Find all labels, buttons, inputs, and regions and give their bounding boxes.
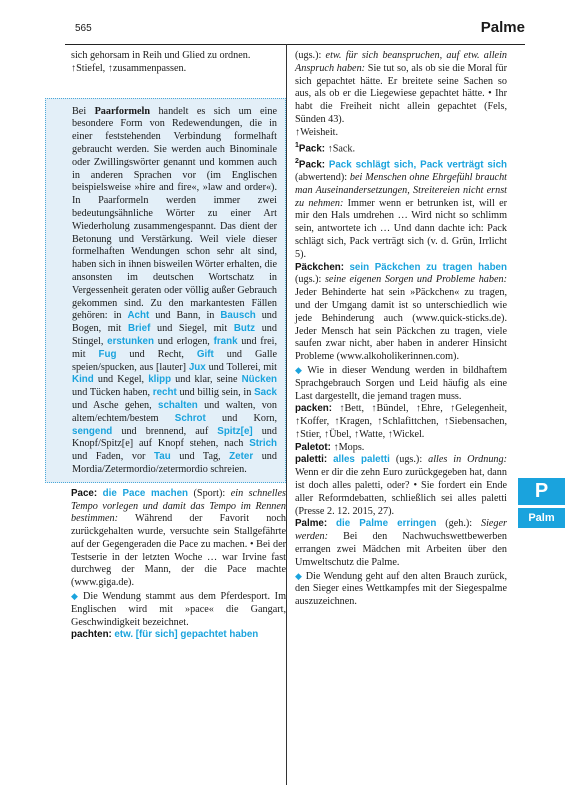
cross-reference: ↑Sack. — [325, 142, 356, 154]
note-text: Die Wendung geht auf den alten Brauch zurück, den Sieger eines Wettkampfes mit der Siegespalme auszuzeichnen. — [295, 570, 507, 608]
box-text: und Asche gehen, — [72, 399, 159, 411]
box-text: und Bogen, mit — [72, 310, 277, 335]
definition: etw. für sich beanspruchen, auf etw. allein Anspruch haben: — [295, 50, 507, 74]
box-text: und billig sein, in — [176, 387, 255, 399]
note-text: Wie in dieser Wendung werden in bildhaftem Sprachgebrauch Sorgen und Leid häufig als eine Last dargestellt, die jemand tragen muss. — [295, 364, 508, 402]
entry-pachten-continued — [295, 50, 507, 127]
page-number: 565 — [75, 23, 92, 34]
usage-label: (ugs.): — [295, 274, 325, 286]
headword: Pace: — [71, 487, 98, 499]
box-text: und Knopf/Spitz[e] auf Knopf stehen, nach — [72, 425, 277, 450]
definition: ein schnelles Tempo vorlegen und damit das Tempo im Rennen bestimmen: — [71, 487, 286, 525]
diamond-icon: ◆ — [295, 570, 303, 581]
entry-pack-1 — [295, 140, 507, 156]
diamond-icon: ◆ — [295, 364, 305, 375]
box-text: und klar, seine — [171, 374, 242, 386]
headword: packen: — [295, 403, 333, 415]
box-text: und Faden, vor — [72, 451, 154, 463]
homograph-number: 2 — [295, 157, 299, 165]
entry-paletti — [295, 454, 507, 518]
entry-pack-2 — [295, 156, 507, 262]
cross-reference: ↑Weisheit. — [295, 126, 339, 138]
idiom-phrase: alles paletti — [333, 454, 390, 466]
box-keyword: Schrot — [174, 412, 206, 424]
box-keyword: Zeter — [229, 451, 254, 463]
box-keyword: klipp — [148, 374, 172, 386]
right-column — [295, 50, 507, 609]
box-keyword: Strich — [249, 438, 277, 450]
example-text: Sie tut so, als ob sie die Moral für sich gepachtet hätte. Er breitete seine Sachen so aus, als ob er die Liegewiese gepachtet hätte. • Ihr habt die Freiheit nicht allein gepachtet (Fels, Sünden 43). — [295, 62, 507, 125]
box-keyword: erstunken — [107, 335, 154, 347]
headword: pachten: — [71, 629, 112, 641]
thumb-tab-word: Palm — [518, 508, 565, 528]
diamond-icon: ◆ — [71, 591, 80, 602]
box-keyword: Bausch — [220, 310, 256, 322]
box-text: und Mordia/Zetermordio/zetermordio schreien. — [72, 451, 277, 475]
entry-packen — [295, 403, 507, 441]
entry-paeckchen — [295, 262, 507, 364]
box-text: und Stingel, — [72, 323, 277, 347]
box-text: und Recht, — [116, 348, 197, 360]
headword: Paletot: — [295, 441, 331, 453]
idiom-phrase: etw. [für sich] gepachtet haben — [114, 629, 259, 641]
box-text: und Korn, — [205, 412, 278, 424]
box-keyword: Nücken — [241, 374, 277, 386]
idiom-phrase: Pack schlägt sich, Pack verträgt sich — [328, 159, 507, 171]
usage-label: (Sport): — [188, 487, 231, 499]
etymology-note — [71, 590, 286, 629]
column-divider — [286, 44, 287, 785]
etymology-note — [295, 364, 507, 403]
idiom-phrase: die Palme erringen — [336, 518, 437, 530]
box-keyword: Brief — [128, 323, 151, 335]
entry-palme — [295, 518, 507, 569]
box-term: Paarformeln — [94, 105, 151, 117]
definition: bei Menschen ohne Ehrgefühl braucht man Auseinandersetzungen, Streitereien nicht ernst zu nehmen: — [295, 171, 508, 209]
idiom-phrase: sein Päckchen zu tragen haben — [349, 261, 507, 273]
box-keyword: Butz — [233, 323, 256, 335]
example-text: Wenn er dir die zehn Euro zurückgegeben hat, dann ist doch alles paletti, oder? • Sie fordert ein Ende aller Reformdebatten, schließlich sei alles paletti (Presse 2. 12. 2015, 27). — [295, 467, 507, 517]
paarformeln-info-box — [45, 98, 286, 483]
headword: Pack: — [298, 159, 326, 171]
definition: alles in Ordnung: — [428, 454, 507, 466]
box-text: und brennend, auf — [112, 425, 218, 437]
continued-example: sich gehorsam in Reih und Glied zu ordnen. — [71, 50, 251, 61]
box-text: und Bann, in — [149, 310, 221, 322]
box-text: und Siegel, mit — [150, 323, 234, 335]
thumb-tab-letter: P — [518, 478, 565, 505]
box-text: und frei, mit — [72, 335, 277, 360]
box-text: und Kegel, — [93, 374, 149, 386]
headword: Palme: — [295, 518, 328, 530]
header-rule — [65, 44, 525, 45]
headword: paletti: — [295, 454, 328, 466]
box-text: und walten, von altem/echtem/bestem — [72, 399, 277, 424]
example-text: Immer wenn er betrunken ist, will er mir den Hals umdrehen … Wird nicht so schlimm sein, antwortete ich … Und dann dachte ich: Pack schlägt sich, Pack verträgt sich (v. d. Grün, Irrlicht 5). — [295, 197, 507, 260]
headword: Pack: — [298, 142, 326, 154]
headword: Päckchen: — [295, 261, 345, 273]
box-examples — [72, 310, 277, 475]
box-intro-text: handelt es sich um eine besondere Form von Redewendungen, die in einer feststehenden Verbindung formelhaft gebraucht werden. Sie werden auch Binominale oder Zwillingswörter genannt und kommen auch in anderen Sprachen vor (im Englischen beispielsweise »hire and fire«, »law and order«). In Paarformeln werden immer zwei bedeutungsähnliche Wörter zu einer Art Wiederholung zusammengespannt. Das dient der Betonung und Verstärkung. Weil viele dieser formelhaften Wendungen schon sehr alt sind, haben sich in ihnen bisweilen Wörter erhalten, die ansonsten im deutschen Wortschatz in Vergessenheit geraten oder völlig außer Gebrauch gekommen sind. Zu den markantesten Fällen gehören: in — [72, 105, 277, 322]
box-keyword: recht — [152, 387, 177, 399]
box-text: und erlogen, — [153, 335, 214, 347]
example-text: Bei den Nachwuchswettbewerben errangen zwei Mädchen mit Arbeiten über den Umweltschutz die Palme. — [295, 531, 507, 568]
usage-label: (ugs.): — [389, 454, 429, 466]
idiom-phrase: die Pace machen — [102, 487, 189, 499]
usage-label: (ugs.): — [295, 50, 326, 61]
box-text: und Galle speien/spucken, aus [lauter] — [72, 348, 278, 373]
example-text: Während der Favorit noch zurückgehalten wurde, versuchte sein Stallgefährte auf der Gegengeraden die Pace zu machen. • Bei der Testserie in der letzten Woche … war Irvine fast durchweg der Mann, der die Pace machte (www.giga.de). — [71, 513, 286, 589]
entry-pace — [71, 488, 286, 590]
example-text: Jeder Behinderte hat sein »Päckchen« zu tragen, und der Umgang damit ist so unterschiedlich wie jede Behinderung auch (www.quick-sticks.de). Jeder Mensch hat sein Päckchen zu tragen, viele saufen zwar nicht, aber haben in anderer Hinsicht Probleme (www.alkoholikerinnen.com). — [295, 287, 507, 363]
note-text: Die Wendung stammt aus dem Pferdesport. Im Englischen wird mit »pace« die Gangart, Geschwindigkeit bezeichnet. — [71, 591, 286, 628]
box-keyword: Acht — [127, 310, 150, 322]
cross-reference: ↑Mops. — [330, 441, 365, 453]
cross-reference: ↑Bett, ↑Bündel, ↑Ehre, ↑Gelegenheit, ↑Koffer, ↑Kragen, ↑Schlafittchen, ↑Siebensachen, ↑Stier, ↑Übel, ↑Watte, ↑Wickel. — [295, 403, 507, 440]
usage-label: (abwertend): — [295, 171, 350, 183]
box-text: und Tollerei, mit — [205, 361, 277, 373]
box-intro: Bei — [72, 105, 95, 117]
box-keyword: frank — [213, 335, 238, 347]
cross-reference: ↑Stiefel, ↑zusammenpassen. — [71, 62, 187, 74]
definition: Sieger werden: — [295, 518, 507, 543]
box-text: und Tücken haben, — [72, 387, 153, 399]
thumb-index-tab — [518, 478, 565, 528]
box-keyword: Jux — [188, 361, 206, 373]
left-column — [71, 50, 286, 642]
homograph-number: 1 — [295, 141, 299, 149]
box-keyword: Spitz[e] — [217, 425, 253, 437]
box-keyword: Fug — [98, 348, 117, 360]
box-keyword: sengend — [72, 425, 113, 437]
box-keyword: Tau — [154, 451, 171, 463]
box-keyword: Gift — [196, 348, 214, 360]
usage-label: (geh.): — [436, 518, 481, 530]
box-keyword: Kind — [72, 374, 94, 386]
definition: seine eigenen Sorgen und Probleme haben: — [324, 274, 507, 286]
box-text: und Tag, — [170, 451, 230, 463]
etymology-note — [295, 570, 507, 609]
entry-pachten — [71, 629, 286, 642]
box-keyword: Sack — [254, 387, 277, 399]
running-head: Palme — [480, 19, 525, 36]
box-keyword: schalten — [158, 399, 198, 411]
entry-paletot — [295, 442, 507, 455]
